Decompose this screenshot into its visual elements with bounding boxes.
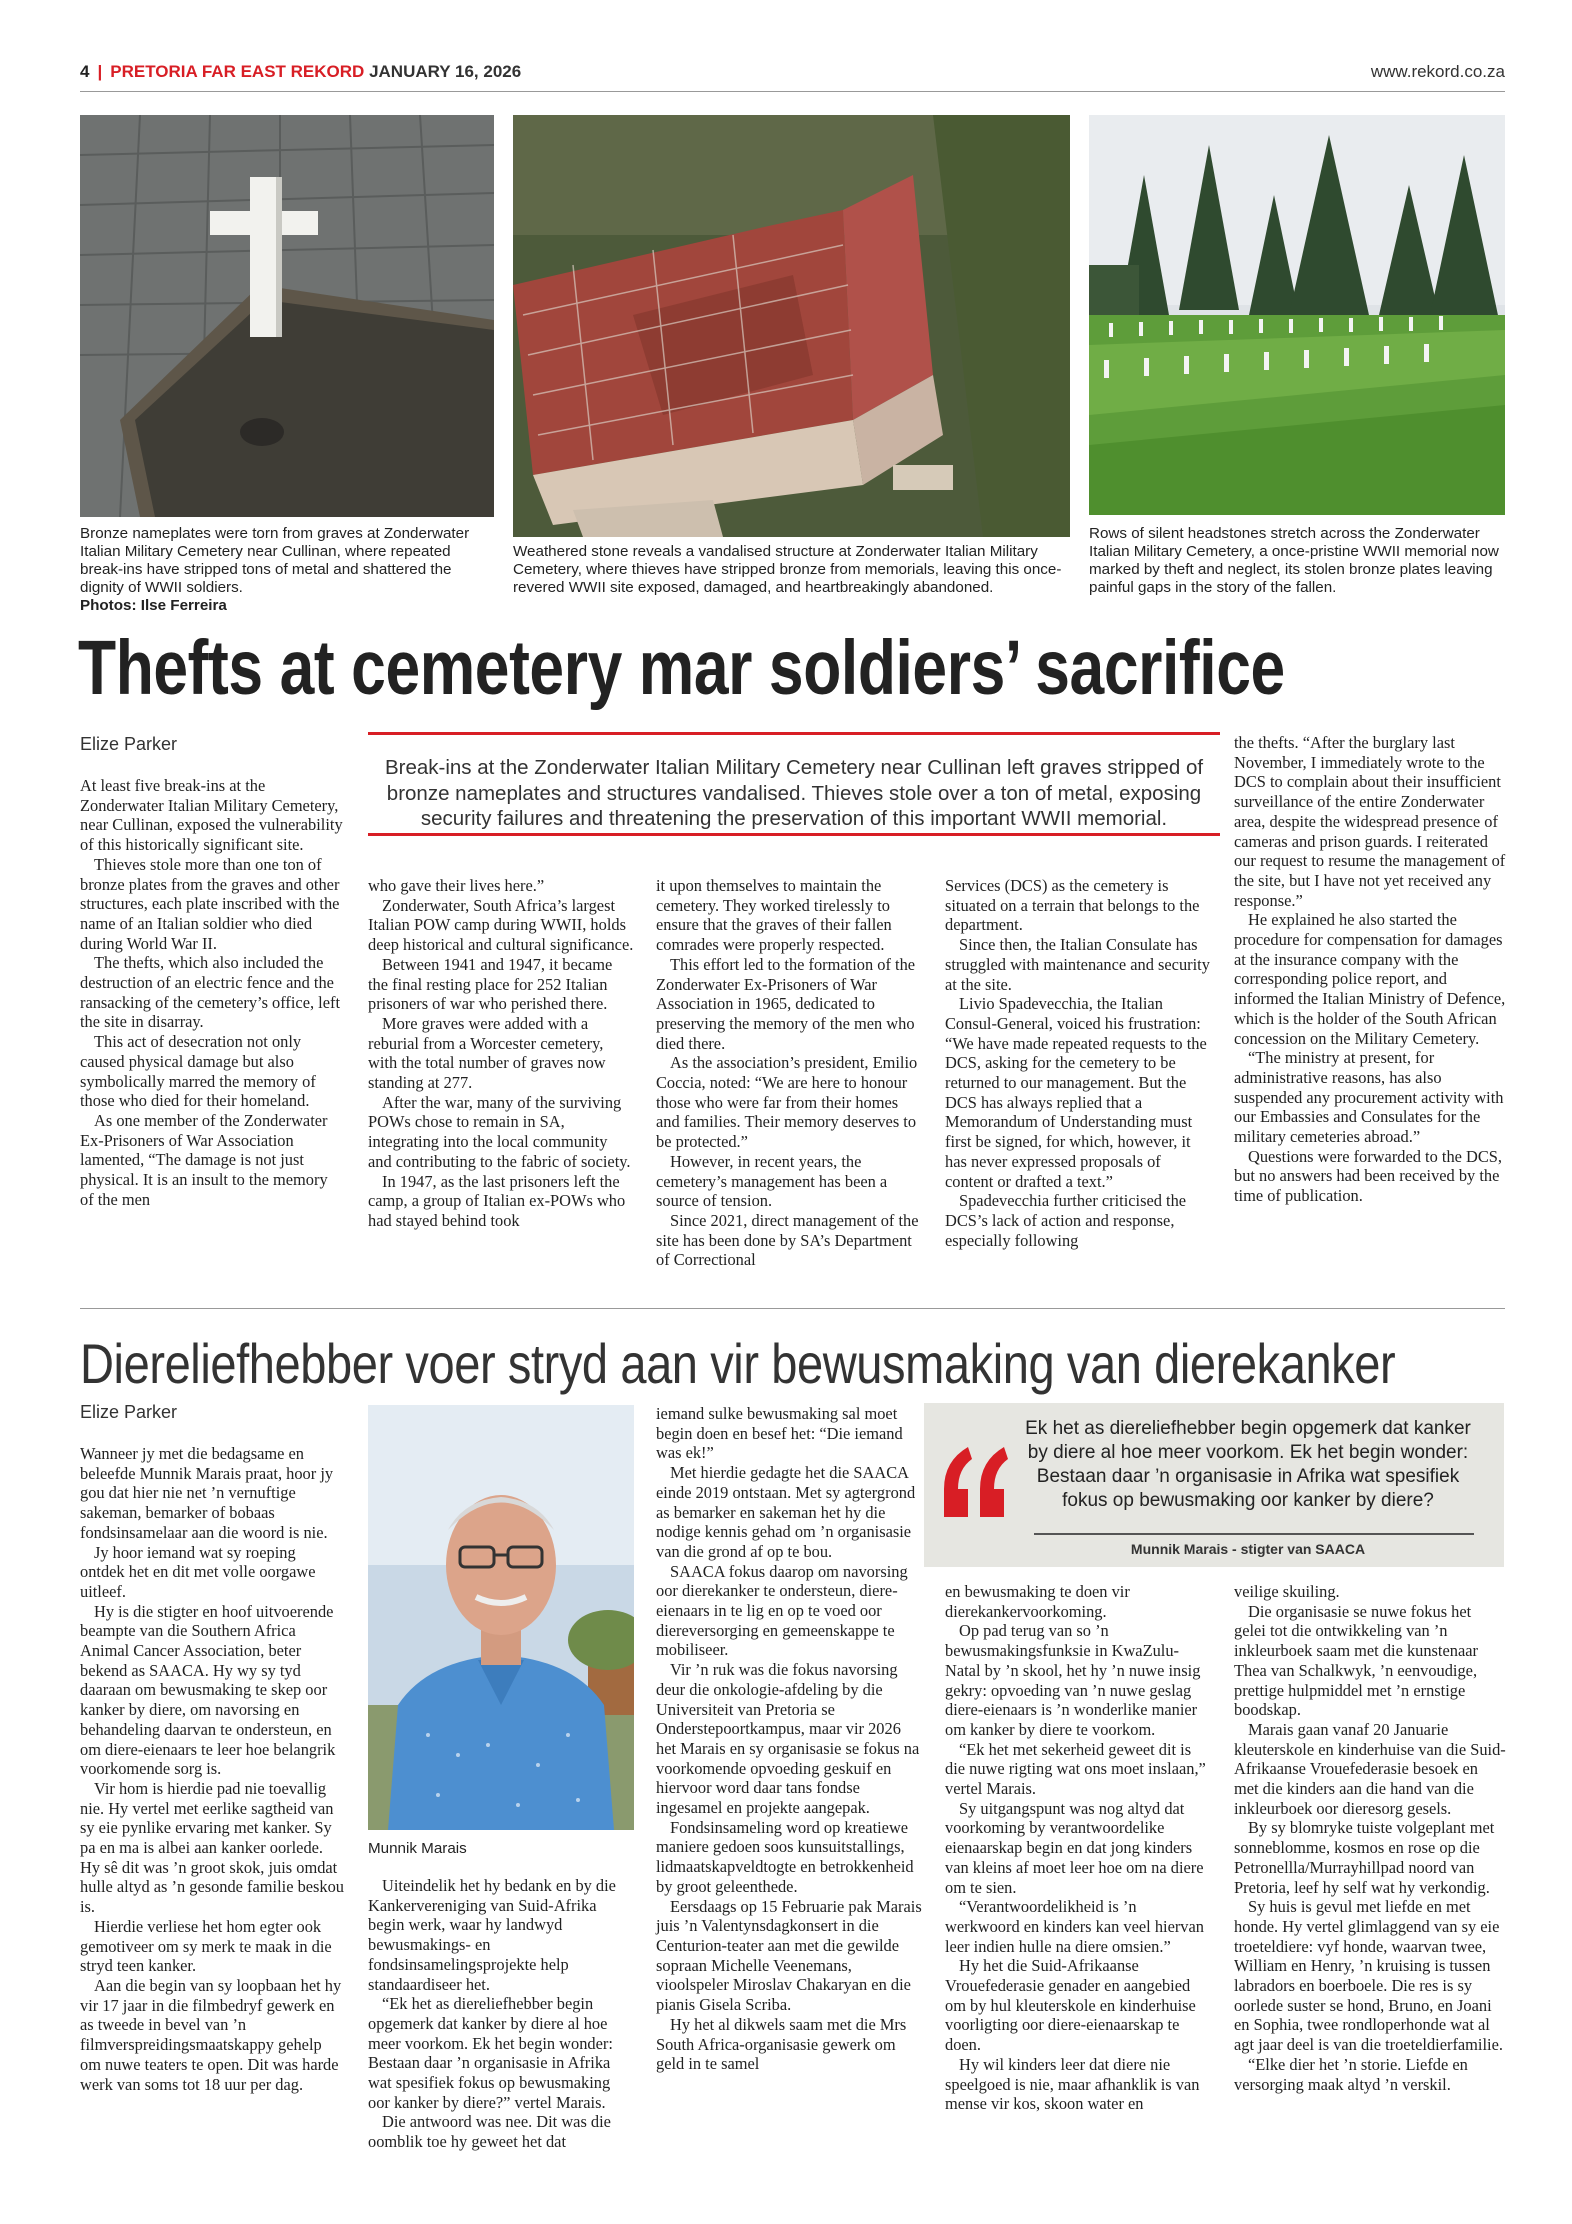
article-column-3 [656,1404,922,2074]
paragraph: Zonderwater, South Africa’s largest Italian POW camp during WWII, holds deep historical and cultural significance. [368,895,634,955]
paragraph: He explained he also started the procedure for compensation for damages at the insurance company with the corresponding police report, and informed the Italian Ministry of Defence, which is the holder of the South African concession on the Military Cemetery. [1234,910,1506,1048]
paragraph: Wanneer jy met die bedagsame en beleefde Munnik Marais praat, hoor jy gou dat hier nie net ’n vernuftige sakeman, bemarker of bobaas fondsinsamelaar aan die woord is nie. [80,1444,334,1542]
photo-caption-3 [1089,525,1505,597]
paragraph: Met hierdie gedagte het die SAACA einde 2019 ontstaan. Met sy agtergrond as bemarker en sakeman het hy die nodige kennis gehad om ’n organisasie van die grond af op te bou. [656,1463,916,1561]
paragraph: As the association’s president, Emilio Coccia, noted: “We are here to honour those who were far from their homes and families. Their memory deserves to be protected.” [656,1053,918,1152]
photo-caption-text: Rows of silent headstones stretch across the Zonderwater Italian Military Cemetery, a once-pristine WWII memorial now marked by theft and neglect, its stolen bronze plates leaving painful gaps in the story of the fallen. [1089,525,1499,596]
article-column-1 [80,1444,344,2094]
article-column-4 [945,876,1211,1250]
paragraph: After the war, many of the surviving POWs chose to remain in SA, integrating into the local community and contributing to the fabric of society. [368,1092,631,1171]
paragraph: By sy blomryke tuiste volgeplant met sonneblomme, kosmos en rose op die Petronellla/Murrayhillpad noord van Pretoria, leef hy self wat hy verkondig. [1234,1818,1495,1897]
vandalised-brick-structure-photo [513,115,1070,537]
photo-caption-1 [80,525,494,615]
paragraph: Questions were forwarded to the DCS, but no answers had been received by the time of publication. [1234,1146,1502,1206]
paragraph: Thieves stole more than one ton of bronze plates from the graves and other structures, each plate inscribed with the name of an Italian soldier who died during World War II. [80,854,340,953]
paragraph: Vir hom is hierdie pad nie toevallig nie. Hy vertel met eerlike sagtheid van sy eie pynlike ervaring met kanker. Sy pa en ma is albei aan kanker oorlede. Hy sê dit was ’n groot skok, juis omdat hulle altyd as ’n gesonde familie beskou is. [80,1778,345,1917]
paragraph: Sy huis is gevul met liefde en met honde. Hy vertel glimlaggend van sy eie troeteldiere: vyf honde, waarvan twee, William en Henry, ’n kruising is tussen labradors en boerboele. Die res is sy oorlede suster se hond, Bruno, en Joani en Sophia, twee rondloperhonde wat al agt jaar deel is van die troeteldierfamilie. [1234,1897,1503,2055]
header-separator: | [97,62,103,81]
photo-caption-2 [513,543,1070,597]
article-column-2 [368,1876,634,2152]
paragraph: Hy het die Suid-Afrikaanse Vrouefederasie genader en aangebied om by hul kleuterskole en kinderhuise voorligting oor diere-eienaarskap te doen. [945,1956,1196,2055]
paragraph: it upon themselves to maintain the cemetery. They worked tirelessly to ensure that the graves of their fallen comrades were properly respected. [656,876,892,955]
paragraph: Die antwoord was nee. Dit was die oomblik toe hy geweet het dat [368,2112,611,2152]
paragraph: Hierdie verliese het hom egter ook gemotiveer om sy merk te maak in die stryd teen kanker. [80,1916,332,1976]
paragraph: “The ministry at present, for administrative reasons, has also suspended any procurement activity with our Embassies and Consulates for the military cemeteries abroad.” [1234,1048,1504,1147]
paragraph: Between 1941 and 1947, it became the final resting place for 252 Italian prisoners of war who perished there. [368,954,613,1014]
pull-quote-attribution: Munnik Marais - stigter van SAACA [1130,1541,1366,1557]
paragraph: Sy uitgangspunt was nog altyd dat voorkoming by verantwoordelike eienaarskap begin en dat jong kinders van kleins af moet leer hoe om na diere om te sien. [945,1798,1204,1897]
munnik-marais-portrait-photo [368,1405,634,1830]
pull-quote-rule [1034,1533,1474,1535]
paragraph: Since then, the Italian Consulate has struggled with maintenance and security at the site. [945,935,1210,994]
paragraph: Aan die begin van sy loopbaan het hy vir 17 jaar in die filmbedryf gewerk en as tweede in bevel van ’n filmverspreidingsmaatskappy gehelp om nuwe teaters te open. Dit was harde werk van soms tot 18 uur per dag. [80,1975,342,2094]
paragraph: Die organisasie se nuwe fokus het gelei tot die ontwikkeling van ’n inkleurboek saam met die kunstenaar Thea van Schalkwyk, ’n eenvoudige, prettige hulpmiddel met ’n ernstige boodskap. [1234,1601,1478,1720]
paragraph: “Elke dier het ’n storie. Liefde en versorging maak altyd ’n verskil. [1234,2054,1468,2094]
paragraph: Fondsinsameling word op kreatiewe maniere gedoen soos kunsuitstallings, lidmaatskapveldtogte en betrokkenheid by groot geleenthede. [656,1817,914,1896]
page-header [80,62,1505,92]
article-column-5 [1234,733,1506,1206]
paragraph: As one member of the Zonderwater Ex-Prisoners of War Association lamented, “The damage is not just physical. It is an insult to the memory of the men [80,1110,328,1209]
paragraph: In 1947, as the last prisoners left the camp, a group of Italian ex-POWs who had stayed behind took [368,1171,626,1230]
article-headline: Thefts at cemetery mar soldiers’ sacrifice [78,625,1285,711]
issue-date: JANUARY 16, 2026 [369,62,522,81]
paragraph: The thefts, which also included the destruction of an electric fence and the ransacking of the cemetery’s office, left the site in disarray. [80,953,341,1032]
quotation-mark-icon [938,1443,1008,1519]
paragraph: However, in recent years, the cemetery’s management has been a source of tension. [656,1151,888,1211]
photo-credit: Photos: Ilse Ferreira [80,597,227,614]
pull-quote-text: Ek het as diereliefhebber begin opgemerk dat kanker by diere al hoe meer voorkom. Ek het begin wonder: Bestaan daar ’n organisasie in Afrika wat spesifiek fokus op bewusmaking oor kanker by diere? [1025,1418,1471,1511]
paragraph: More graves were added with a reburial from a Worcester cemetery, with the total number of graves now standing at 277. [368,1013,606,1093]
article-column-4 [945,1582,1211,2114]
article-column-1 [80,776,344,1209]
paragraph: Marais gaan vanaf 20 Januarie kleuterskole en kinderhuise van die Suid-Afrikaanse Vrouefederasie besoek en met die kinders aan die hand van die inkleurboek oor dieresorg gesels. [1234,1719,1506,1818]
paragraph: who gave their lives here.” [368,876,545,895]
website-link[interactable]: www.rekord.co.za [1370,62,1505,81]
paragraph: Spadevecchia further criticised the DCS’s lack of action and response, especially following [945,1191,1187,1250]
page-number: 4 [80,62,90,81]
paragraph: the thefts. “After the burglary last November, I immediately wrote to the DCS to complain about their insufficient surveillance of the entire Zonderwater area, despite the widespread presence of cameras and prison guards. I reiterated our request to resume the management of the site, but I have not yet received any response.” [1234,733,1506,910]
article-column-3 [656,876,922,1270]
paragraph: Op pad terug van so ’n bewusmakingsfunksie in KwaZulu-Natal by ’n skool, het hy ’n nuwe insig gekry: opvoeding van ’n nuwe geslag diere-eienaars is ’n wonderlike manier om kanker by diere te voorkom. [945,1621,1201,1739]
paragraph: Hy het al dikwels saam met die Mrs South Africa-organisasie gewerk om geld in te samel [656,2014,907,2074]
cemetery-rows-photo [1089,115,1505,515]
paragraph: SAACA fokus daarop om navorsing oor dierekanker te ondersteun, diere-eienaars in te lig en op te voed oor diereversorging en gemeenskappe te mobiliseer. [656,1561,908,1660]
publication-name: PRETORIA FAR EAST REKORD [110,62,365,81]
article-column-2 [368,876,634,1231]
article-byline: Elize Parker [80,734,178,754]
white-cross-grave-photo [80,115,494,517]
article-byline: Elize Parker [80,1402,178,1422]
paragraph: This act of desecration not only caused physical damage but also symbolically marred the memory of those who died for their homeland. [80,1032,316,1111]
paragraph: Jy hoor iemand wat sy roeping ontdek het en dit met volle oorgawe uitleef. [80,1542,316,1601]
paragraph: “Verantwoordelikheid is ’n werkwoord en kinders kan veel hiervan leer indien hulle na diere omsien.” [945,1897,1204,1956]
paragraph: “Ek het met sekerheid geweet dit is die nuwe rigting wat ons moet inslaan,” vertel Marais. [945,1739,1206,1799]
paragraph: “Ek het as diereliefhebber begin opgemerk dat kanker by diere al hoe meer voorkom. Ek het begin wonder: Bestaan daar ’n organisasie in Afrika wat spesifiek fokus op bewusmaking oor kanker by diere?” vertel Marais. [368,1994,613,2112]
paragraph: Uiteindelik het hy bedank en by die Kankervereniging van Suid-Afrika begin werk, waar hy landwyd bewusmakings- en fondsinsamelingsprojekte help standaardiseer het. [368,1876,616,1994]
paragraph: Since 2021, direct management of the site has been done by SA’s Department of Correctional [656,1210,919,1270]
paragraph: veilige skuiling. [1234,1582,1340,1601]
paragraph: Livio Spadevecchia, the Italian Consul-General, voiced his frustration: “We have made repeated requests to the DCS, asking for the cemetery to be returned to our management. But the DCS has always replied that a Memorandum of Understanding must first be signed, for which, however, it has never expressed proposals of content or drafted a text.” [945,994,1207,1191]
article-standfirst: Break-ins at the Zonderwater Italian Military Cemetery near Cullinan left graves stripped of bronze nameplates and structures vandalised. Thieves stole over a ton of metal, exposing security failures and threatening the preservation of this important WWII memorial. [368,732,1220,836]
article-column-5 [1234,1582,1506,2094]
paragraph: iemand sulke bewusmaking sal moet begin doen en besef het: “Die iemand was ek!” [656,1404,903,1463]
paragraph: Hy is die stigter en hoof uitvoerende beampte van die Southern Africa Animal Cancer Association, beter bekend as SAACA. Hy wy sy tyd daaraan om bewusmaking te skep oor kanker by diere, om navorsing en behandeling daarvan te ondersteun, en om diere-eienaars te leer hoe belangrik voorkomende sorg is. [80,1601,336,1779]
section-divider [80,1308,1505,1309]
photo-caption-text: Bronze nameplates were torn from graves at Zonderwater Italian Military Cemetery near Cullinan, where repeated break-ins have stripped tons of metal and shattered the dignity of WWII soldiers. [80,525,470,596]
paragraph: Services (DCS) as the cemetery is situated on a terrain that belongs to the department. [945,876,1200,935]
portrait-caption: Munnik Marais [368,1840,467,1857]
paragraph: en bewusmaking te doen vir dierekankervoorkoming. [945,1582,1130,1621]
paragraph: Hy wil kinders leer dat diere nie speelgoed is nie, maar afhanklik is van mense vir kos, skoon water en [945,2054,1200,2114]
paragraph: Eersdaags op 15 Februarie pak Marais juis ’n Valentynsdagkonsert in die Centurion-teater aan met die gewilde sopraan Michelle Veenemans, vioolspeler Miroslav Chakaryan en die pianis Gisela Scriba. [656,1896,922,2015]
article-headline: Diereliefhebber voer stryd aan vir bewusmaking van dierekanker [80,1332,1396,1395]
paragraph: At least five break-ins at the Zonderwater Italian Military Cemetery, near Cullinan, exposed the vulnerability of this historically significant site. [80,776,343,855]
paragraph: This effort led to the formation of the Zonderwater Ex-Prisoners of War Association in 1965, dedicated to preserving the memory of the men who died there. [656,954,916,1053]
photo-caption-text: Weathered stone reveals a vandalised structure at Zonderwater Italian Military Cemetery, where thieves have stripped bronze from memorials, leaving this once-revered WWII site exposed, damaged, and heartbreakingly abandoned. [513,543,1062,596]
pull-quote [924,1403,1504,1567]
paragraph: Vir ’n ruk was die fokus navorsing deur die onkologie-afdeling by die Universiteit van Pretoria se Onderstepoortkampus, maar vir 2026 het Marais en sy organisasie se fokus na voorkomende opvoeding geskuif en hiervoor word daar tans fondse ingesamel en projekte aangepak. [656,1660,920,1818]
